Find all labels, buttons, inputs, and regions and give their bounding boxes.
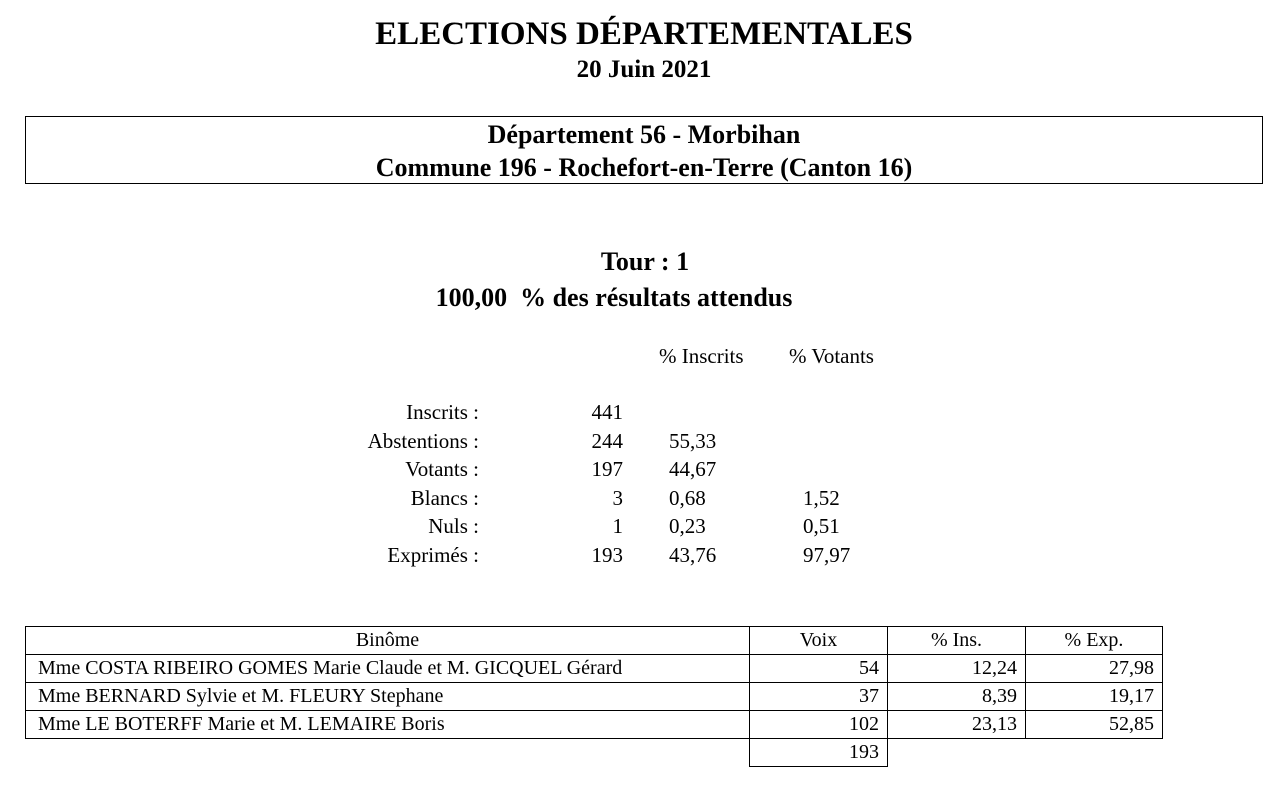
stat-pct-inscrits: 44,67	[669, 457, 717, 481]
stat-label: Votants :	[405, 457, 479, 481]
stat-count: 3	[612, 486, 623, 510]
stat-count: 197	[591, 457, 623, 481]
pct-ins-value: 12,24	[888, 655, 1026, 683]
pct-exp-value: 19,17	[1026, 683, 1163, 711]
stat-pct-inscrits: 0,68	[669, 486, 706, 510]
stat-row-blancs	[0, 484, 1000, 513]
results-progress: 100,00 % des résultats attendus	[435, 283, 793, 312]
stat-pct-inscrits: 0,23	[669, 514, 706, 538]
stat-label: Inscrits :	[406, 400, 479, 424]
stat-pct-inscrits: 55,33	[669, 429, 717, 453]
location-box	[25, 116, 1263, 184]
total-spacer	[888, 739, 1026, 767]
stat-label: Blancs :	[410, 486, 479, 510]
stat-pct-votants: 97,97	[803, 543, 851, 567]
stat-count: 193	[591, 543, 623, 567]
voix-value: 102	[750, 711, 888, 739]
stat-pct-votants: 0,51	[803, 514, 840, 538]
column-header-pct-ins: % Ins.	[888, 627, 1026, 655]
voix-value: 54	[750, 655, 888, 683]
stat-pct-votants: 1,52	[803, 486, 840, 510]
column-header-voix: Voix	[750, 627, 888, 655]
departement-label: Département 56 - Morbihan	[487, 120, 801, 149]
total-spacer	[1026, 739, 1163, 767]
results-header-row	[26, 627, 1163, 655]
pct-ins-value: 8,39	[888, 683, 1026, 711]
header-pct-inscrits: % Inscrits	[659, 344, 744, 368]
table-row	[26, 711, 1163, 739]
total-voix: 193	[750, 739, 888, 767]
stat-row-abstentions	[0, 427, 1000, 456]
stat-row-votants	[0, 455, 1000, 484]
stat-label: Exprimés :	[387, 543, 479, 567]
pct-exp-value: 27,98	[1026, 655, 1163, 683]
results-table	[25, 626, 1163, 767]
table-row	[26, 655, 1163, 683]
column-header-binome: Binôme	[26, 627, 750, 655]
total-row	[26, 739, 1163, 767]
binome-name: Mme COSTA RIBEIRO GOMES Marie Claude et M. GICQUEL Gérard	[26, 655, 750, 683]
voix-value: 37	[750, 683, 888, 711]
stat-count: 244	[591, 429, 623, 453]
stat-label: Abstentions :	[367, 429, 479, 453]
stat-pct-inscrits: 43,76	[669, 543, 717, 567]
column-header-pct-exp: % Exp.	[1026, 627, 1163, 655]
tour-label: Tour : 1	[600, 247, 690, 276]
binome-name: Mme BERNARD Sylvie et M. FLEURY Stephane	[26, 683, 750, 711]
commune-label: Commune 196 - Rochefort-en-Terre (Canton 16)	[375, 153, 913, 182]
pct-exp-value: 52,85	[1026, 711, 1163, 739]
total-spacer	[26, 739, 750, 767]
stat-label: Nuls :	[428, 514, 479, 538]
stat-count: 441	[591, 400, 623, 424]
election-date: 20 Juin 2021	[576, 56, 712, 83]
stat-row-inscrits	[0, 398, 1000, 427]
stat-row-exprimes	[0, 541, 1000, 570]
binome-name: Mme LE BOTERFF Marie et M. LEMAIRE Boris	[26, 711, 750, 739]
stat-count: 1	[612, 514, 623, 538]
table-row	[26, 683, 1163, 711]
stat-row-nuls	[0, 512, 1000, 541]
header-pct-votants: % Votants	[789, 344, 874, 368]
page-title: ELECTIONS DÉPARTEMENTALES	[375, 16, 913, 52]
pct-ins-value: 23,13	[888, 711, 1026, 739]
